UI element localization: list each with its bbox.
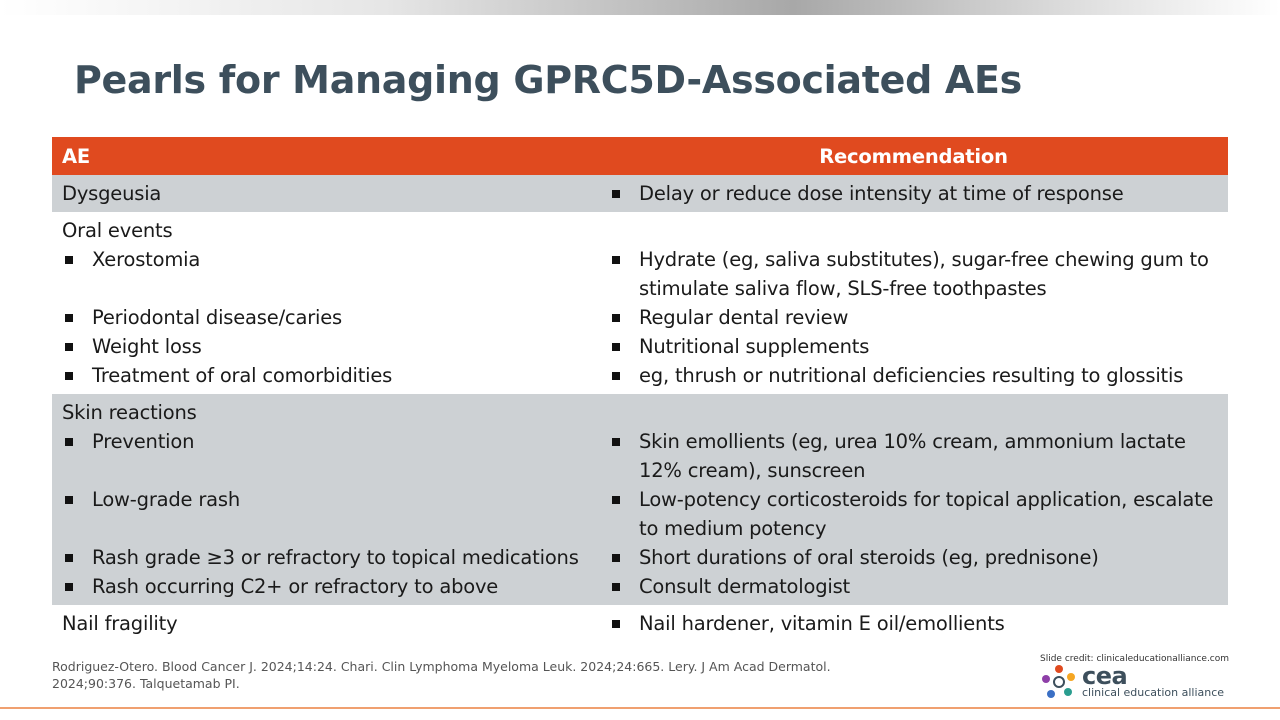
top-gradient-bar [0,0,1280,15]
recommendation-item: Short durations of oral steroids (eg, prednisone) [609,543,1218,572]
table-row-oral-events [52,212,1228,394]
recommendation-item: Skin emollients (eg, urea 10% cream, ammonium lactate 12% cream), sunscreen [609,427,1218,485]
table-row-dysgeusia [52,175,1228,212]
ae-item: Treatment of oral comorbidities [62,361,589,390]
recommendation-item: Nutritional supplements [609,332,1218,361]
logo-wordmark: cea [1082,662,1128,690]
ae-cell [52,175,599,212]
recommendation-cell [599,175,1228,212]
table-row-skin-reactions [52,394,1228,605]
header-ae: AE [52,137,599,175]
ae-table [52,137,1228,642]
recommendation-item: Hydrate (eg, saliva substitutes), sugar-free chewing gum to stimulate saliva flow, SLS-free toothpastes [609,245,1218,303]
ae-item: Prevention [62,427,589,456]
ae-item: Rash grade ≥3 or refractory to topical medications [62,543,589,572]
recommendation-cell [599,605,1228,642]
header-recommendation: Recommendation [599,137,1228,175]
ae-item: Rash occurring C2+ or refractory to above [62,572,589,601]
cea-logo [1042,664,1232,704]
ae-heading: Dysgeusia [62,182,162,205]
references: Rodriguez-Otero. Blood Cancer J. 2024;14:24. Chari. Clin Lymphoma Myeloma Leuk. 2024;24:665. Lery. J Am Acad Dermatol. 2024;90:376. Talquetamab PI. [52,659,831,691]
recommendation-item: eg, thrush or nutritional deficiencies resulting to glossitis [609,361,1218,390]
recommendation-item: Consult dermatologist [609,572,1218,601]
recommendation-item: Low-potency corticosteroids for topical application, escalate to medium potency [609,485,1218,543]
ae-heading: Skin reactions [62,401,197,424]
ae-cell [52,212,599,394]
ae-item: Weight loss [62,332,589,361]
ae-item: Periodontal disease/caries [62,303,589,332]
ae-item: Low-grade rash [62,485,589,514]
cea-logo-mark-icon [1042,664,1076,700]
ae-heading: Oral events [62,219,173,242]
slide-title: Pearls for Managing GPRC5D-Associated AEs [74,58,1022,102]
ae-cell [52,605,599,642]
ae-cell [52,394,599,605]
recommendation-cell [599,394,1228,605]
recommendation-item: Delay or reduce dose intensity at time of response [609,179,1218,208]
recommendation-cell [599,212,1228,394]
logo-subtitle: clinical education alliance [1082,686,1225,699]
recommendation-item: Nail hardener, vitamin E oil/emollients [609,609,1218,638]
slide-credit: Slide credit: clinicaleducationalliance.com [1040,654,1230,664]
ae-item: Xerostomia [62,245,589,274]
table-header-row [52,137,1228,175]
bottom-accent-line [0,707,1280,709]
ae-heading: Nail fragility [62,612,178,635]
recommendation-item: Regular dental review [609,303,1218,332]
table-row-nail-fragility [52,605,1228,642]
